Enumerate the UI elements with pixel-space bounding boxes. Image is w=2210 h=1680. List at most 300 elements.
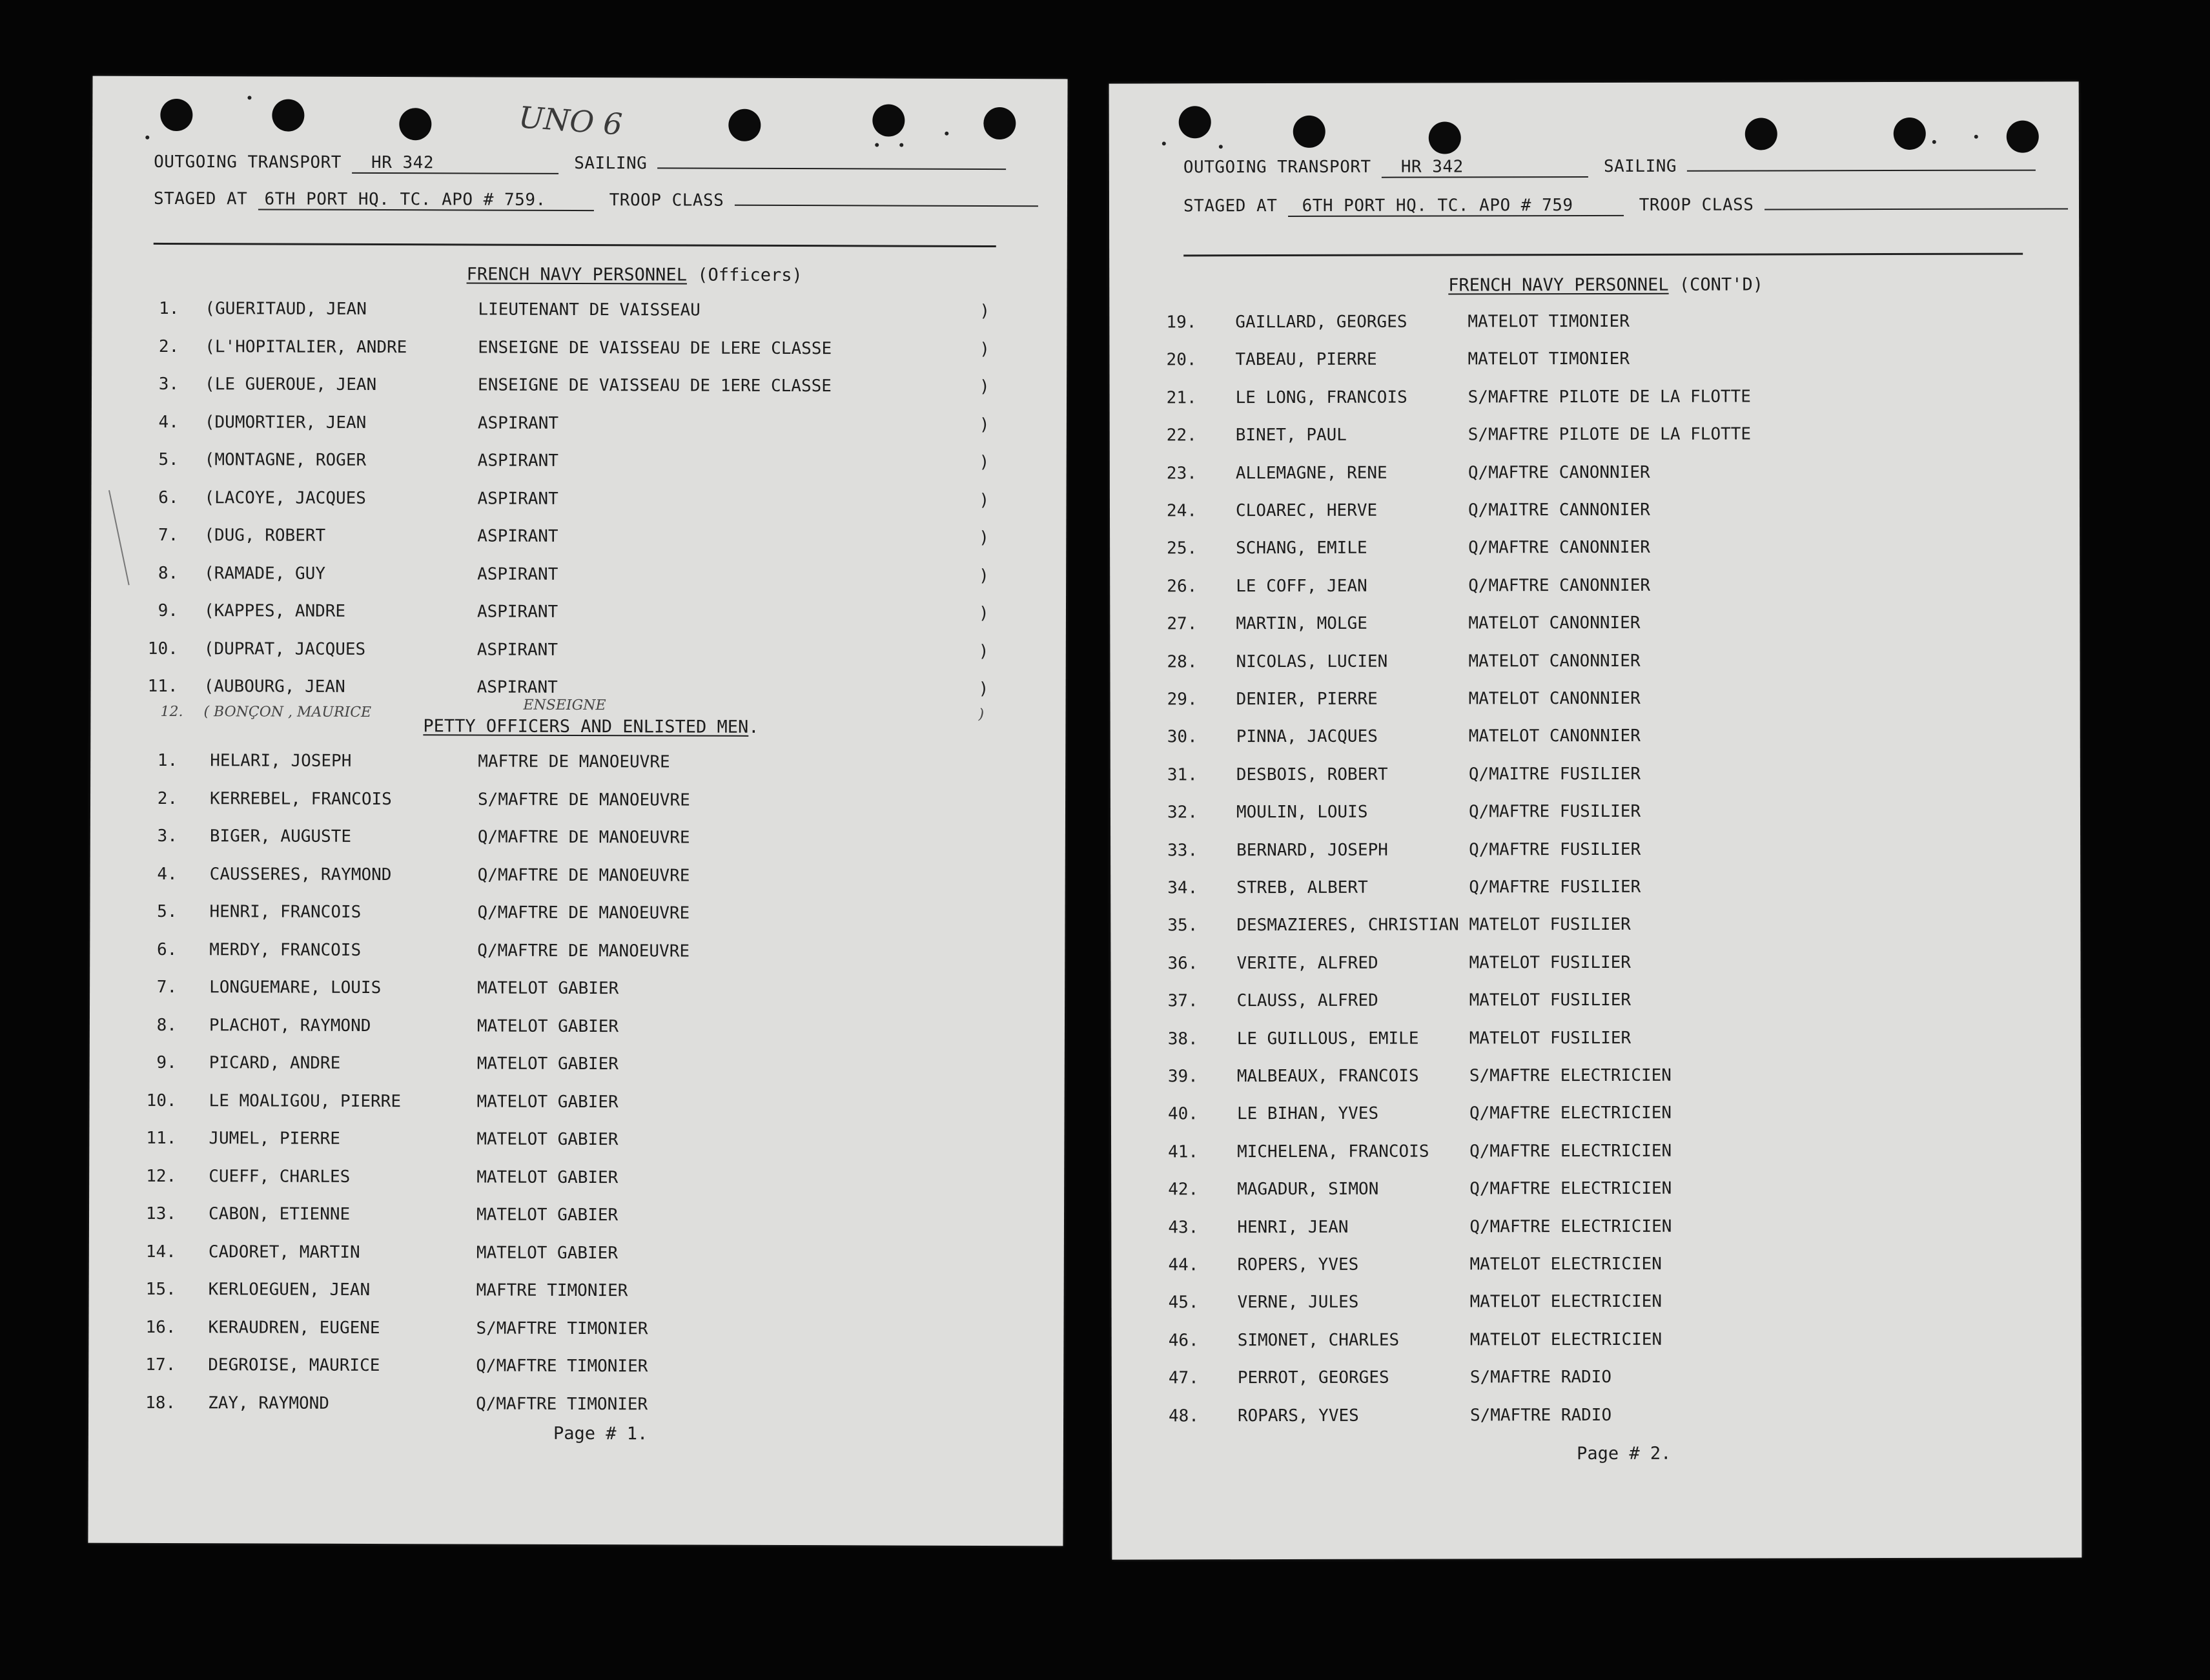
list-row (1111, 1027, 2081, 1055)
entry-name: ROPERS, YVES (1237, 1255, 1359, 1275)
entry-number: 12. (146, 1166, 177, 1186)
list-row (89, 1280, 1064, 1309)
punch-hole (2007, 121, 2039, 153)
entry-close-paren: ) (979, 415, 990, 435)
entry-number: 11. (146, 1128, 177, 1149)
list-row (90, 902, 1065, 931)
entry-name: DESMAZIERES, CHRISTIAN (1236, 915, 1459, 936)
list-row (92, 336, 1067, 365)
entry-number: 36. (1167, 954, 1198, 974)
entry-close-paren: ) (979, 528, 990, 548)
staged-at-value: 6TH PORT HQ. TC. APO # 759. (264, 189, 546, 210)
entry-rank: ASPIRANT (477, 526, 558, 546)
entry-number: 27. (1167, 614, 1198, 634)
entry-number: 17. (145, 1355, 176, 1375)
entry-number: 18. (145, 1393, 176, 1413)
entry-rank: S/MAFTRE TIMONIER (476, 1318, 648, 1338)
entry-name: MOULIN, LOUIS (1236, 802, 1368, 823)
outgoing-transport-value: HR 342 (371, 152, 435, 173)
list-row (1110, 763, 2080, 791)
entry-number: 34. (1167, 878, 1198, 898)
entry-rank: Q/MAFTRE FUSILIER (1469, 839, 1641, 860)
entry-name: ROPARS, YVES (1237, 1406, 1359, 1426)
entry-name: LE MOALIGOU, PIERRE (209, 1091, 402, 1111)
punch-hole (160, 99, 192, 131)
punch-hole (1293, 116, 1325, 148)
entry-number: 9. (158, 600, 179, 621)
entry-number: 41. (1168, 1142, 1199, 1162)
entry-name: HENRI, FRANCOIS (209, 902, 362, 922)
list-row (90, 826, 1065, 855)
entry-rank: ASPIRANT (476, 602, 558, 622)
list-row (1110, 613, 2080, 640)
entry-number: 30. (1167, 727, 1198, 747)
list-row (1110, 499, 2080, 527)
entry-rank: S/MAFTRE PILOTE DE LA FLOTTE (1468, 424, 1752, 445)
entry-number: 13. (146, 1204, 177, 1224)
entry-name: JUMEL, PIERRE (209, 1129, 340, 1149)
entry-rank: Q/MAFTRE FUSILIER (1468, 802, 1641, 822)
list-row (1110, 688, 2080, 715)
entry-rank: MATELOT GABIER (476, 1167, 619, 1187)
entry-rank: S/MAFTRE RADIO (1469, 1368, 1611, 1388)
entry-name: CLAUSS, ALFRED (1236, 990, 1378, 1011)
entry-number: 40. (1167, 1104, 1198, 1124)
entry-rank: ASPIRANT (477, 564, 558, 584)
entry-number: 25. (1167, 538, 1198, 558)
entry-name: BIGER, AUGUSTE (209, 826, 352, 846)
list-row (92, 374, 1067, 404)
entry-rank: S/MAFTRE RADIO (1469, 1405, 1612, 1426)
entry-number: 4. (157, 864, 178, 884)
entry-rank: MATELOT TIMONIER (1468, 349, 1630, 369)
entry-rank: S/MAFTRE ELECTRICIEN (1469, 1065, 1672, 1086)
troop-class-label: TROOP CLASS (1639, 195, 1754, 215)
handwritten-entry-close: ) (978, 706, 985, 722)
list-row (90, 1015, 1065, 1044)
list-row (89, 1166, 1064, 1195)
entry-rank: MATELOT GABIER (476, 1205, 619, 1225)
list-row (1110, 801, 2080, 829)
entry-name: LE LONG, FRANCOIS (1235, 387, 1407, 407)
entry-number: 48. (1168, 1406, 1199, 1426)
entry-name: CUEFF, CHARLES (209, 1166, 351, 1187)
entry-rank: Q/MAFTRE ELECTRICIEN (1469, 1141, 1672, 1162)
entry-rank: MATELOT ELECTRICIEN (1469, 1329, 1663, 1350)
ink-speck (145, 136, 149, 139)
officers-section-title: FRENCH NAVY PERSONNEL (Officers) (466, 264, 803, 286)
entry-rank: Q/MAFTRE CANONNIER (1468, 538, 1650, 558)
punch-hole (272, 99, 304, 132)
staged-at-value: 6TH PORT HQ. TC. APO # 759 (1302, 196, 1573, 216)
entry-rank: MATELOT GABIER (476, 1129, 619, 1150)
entry-name: KERREBEL, FRANCOIS (210, 788, 392, 809)
outgoing-transport-label: OUTGOING TRANSPORT (154, 152, 342, 172)
entry-rank: MATELOT CANONNIER (1468, 688, 1641, 709)
entry-number: 35. (1167, 916, 1198, 936)
list-row (91, 601, 1066, 630)
entry-name: PERROT, GEORGES (1237, 1368, 1389, 1388)
entry-name: MICHELENA, FRANCOIS (1237, 1142, 1429, 1162)
header-rule (1183, 253, 2023, 257)
entry-number: 28. (1167, 651, 1198, 671)
entry-rank: Q/MAFTRE DE MANOEUVRE (477, 865, 690, 886)
entry-rank: MATELOT GABIER (476, 1243, 619, 1263)
entry-name: ZAY, RAYMOND (208, 1393, 330, 1413)
list-row (92, 450, 1067, 479)
entry-number: 8. (156, 1015, 178, 1035)
list-row (91, 526, 1066, 555)
entry-number: 3. (158, 374, 179, 394)
list-row (1111, 1103, 2081, 1131)
entry-rank: Q/MAFTRE CANONNIER (1468, 575, 1651, 596)
handwritten-entry-name: ( BONÇON , MAURICE (203, 704, 372, 721)
entry-number: 7. (156, 977, 178, 998)
entry-rank: Q/MAFTRE CANONNIER (1468, 462, 1650, 483)
entry-rank: ENSEIGNE DE VAISSEAU DE 1ERE CLASSE (478, 375, 832, 396)
entry-name: TABEAU, PIERRE (1235, 350, 1377, 370)
entry-name: SCHANG, EMILE (1236, 538, 1367, 558)
entry-rank: S/MAFTRE PILOTE DE LA FLOTTE (1468, 387, 1751, 407)
section-title: FRENCH NAVY PERSONNEL (CONT'D) (1448, 274, 1763, 296)
troop-class-label: TROOP CLASS (609, 190, 724, 210)
entry-name: CLOAREC, HERVE (1235, 500, 1378, 521)
handwritten-entry-rank: ENSEIGNE (523, 697, 606, 714)
entry-name: (KAPPES, ANDRE (203, 601, 346, 621)
entry-name: NICOLAS, LUCIEN (1236, 651, 1388, 671)
list-row (1112, 1404, 2082, 1432)
entry-number: 2. (158, 336, 179, 356)
entry-name: CADORET, MARTIN (208, 1242, 360, 1262)
handwritten-entry-number: 12. (160, 703, 183, 721)
sailing-field (657, 167, 1006, 170)
entry-name: LE GUILLOUS, EMILE (1236, 1029, 1419, 1049)
entry-rank: ASPIRANT (477, 413, 559, 433)
punch-hole (1179, 106, 1211, 138)
entry-number: 5. (157, 901, 178, 922)
entry-close-paren: ) (978, 641, 989, 661)
entry-rank: MATELOT FUSILIER (1469, 952, 1631, 973)
entry-rank: Q/MAFTRE TIMONIER (476, 1394, 648, 1414)
entry-number: 6. (158, 487, 179, 507)
outgoing-transport-line (154, 152, 1006, 176)
list-row (1110, 650, 2080, 678)
list-row (89, 1204, 1064, 1233)
entry-rank: MATELOT ELECTRICIEN (1469, 1254, 1662, 1275)
punch-hole (1429, 121, 1461, 154)
list-row (1111, 1216, 2081, 1244)
ink-speck (1162, 141, 1166, 145)
staged-at-line (154, 189, 1038, 212)
entry-number: 24. (1166, 501, 1198, 521)
entry-number: 26. (1167, 577, 1198, 597)
ink-speck (247, 96, 251, 99)
staged-at-line (1183, 194, 2068, 217)
entry-close-paren: ) (979, 376, 990, 397)
entry-name: BERNARD, JOSEPH (1236, 840, 1388, 860)
entry-name: VERITE, ALFRED (1236, 953, 1378, 973)
page-footer: Page # 2. (1577, 1443, 1672, 1464)
entry-number: 16. (145, 1317, 176, 1337)
entry-rank: MATELOT GABIER (476, 1092, 619, 1112)
entry-name: (GUERITAUD, JEAN (205, 299, 367, 319)
entry-number: 31. (1167, 765, 1198, 785)
page-footer: Page # 1. (553, 1423, 648, 1444)
entry-name: GAILLARD, GEORGES (1235, 312, 1407, 333)
entry-number: 3. (157, 826, 178, 846)
entry-name: (DUMORTIER, JEAN (204, 412, 367, 433)
entry-number: 5. (158, 449, 179, 470)
list-row (90, 1091, 1065, 1120)
entry-name: LE COFF, JEAN (1236, 576, 1367, 596)
entry-name: PINNA, JACQUES (1236, 727, 1378, 747)
list-row (90, 1053, 1065, 1082)
entry-rank: MATELOT GABIER (477, 978, 619, 999)
entry-rank: MATELOT CANONNIER (1468, 651, 1641, 671)
list-row (1109, 311, 2079, 338)
list-row (1109, 349, 2079, 376)
enlisted-section-title: PETTY OFFICERS AND ENLISTED MEN. (423, 716, 759, 737)
entry-rank: Q/MAFTRE DE MANOEUVRE (477, 941, 690, 961)
entry-rank: ASPIRANT (476, 640, 558, 660)
document-page-2 (1109, 81, 2082, 1559)
entry-number: 33. (1167, 840, 1198, 860)
list-row (1110, 575, 2080, 602)
entry-number: 11. (147, 676, 178, 697)
entry-close-paren: ) (979, 301, 990, 322)
entry-name: MARTIN, MOLGE (1236, 613, 1367, 634)
entry-number: 15. (145, 1279, 176, 1300)
list-row (91, 563, 1066, 592)
list-row (89, 1129, 1064, 1158)
entry-name: (MONTAGNE, ROGER (204, 450, 367, 470)
outgoing-transport-value: HR 342 (1400, 157, 1464, 177)
entry-rank: Q/MAITRE CANNONIER (1468, 500, 1650, 520)
entry-number: 46. (1168, 1331, 1199, 1351)
list-row (1110, 914, 2080, 942)
entry-name: KERLOEGUEN, JEAN (208, 1280, 371, 1300)
list-row (90, 751, 1065, 780)
entry-number: 4. (158, 412, 179, 432)
list-row (1110, 424, 2080, 452)
list-row (92, 412, 1067, 441)
entry-number: 23. (1166, 463, 1197, 483)
list-row (1112, 1367, 2082, 1395)
entry-rank: ENSEIGNE DE VAISSEAU DE LERE CLASSE (478, 338, 832, 358)
entry-number: 29. (1167, 690, 1198, 710)
entry-rank: Q/MAITRE FUSILIER (1468, 764, 1641, 784)
ink-speck (1974, 135, 1978, 139)
entry-number: 39. (1167, 1067, 1198, 1087)
entry-number: 22. (1166, 425, 1197, 446)
entry-number: 8. (158, 563, 179, 583)
entry-number: 38. (1167, 1029, 1198, 1049)
list-row (88, 1393, 1063, 1422)
troop-class-field (734, 205, 1038, 207)
entry-name: (DUG, ROBERT (204, 526, 326, 546)
sailing-field (1687, 170, 2036, 172)
entry-name: DEGROISE, MAURICE (208, 1355, 380, 1376)
entry-name: BINET, PAUL (1235, 425, 1347, 446)
entry-number: 43. (1168, 1217, 1199, 1237)
sailing-label: SAILING (574, 153, 648, 174)
entry-name: (RAMADE, GUY (204, 563, 326, 584)
entry-rank: MATELOT TIMONIER (1468, 311, 1630, 332)
entry-close-paren: ) (979, 339, 990, 359)
entry-number: 10. (146, 1091, 177, 1111)
entry-name: LE BIHAN, YVES (1236, 1104, 1379, 1124)
entry-rank: MATELOT GABIER (476, 1016, 619, 1036)
list-row (1111, 990, 2081, 1018)
list-row (90, 864, 1065, 893)
entry-number: 20. (1166, 350, 1197, 370)
entry-number: 6. (156, 939, 178, 959)
entry-rank: Q/MAFTRE ELECTRICIEN (1469, 1216, 1672, 1237)
list-row (1110, 952, 2080, 979)
list-row (90, 978, 1065, 1007)
ink-speck (875, 143, 879, 147)
punch-hole (399, 108, 431, 140)
list-row (90, 939, 1065, 968)
punch-hole (983, 107, 1016, 139)
list-row (1111, 1140, 2081, 1168)
entry-rank: Q/MAFTRE TIMONIER (476, 1356, 648, 1377)
outgoing-transport-label: OUTGOING TRANSPORT (1183, 157, 1371, 178)
staged-at-label: STAGED AT (1183, 196, 1278, 216)
entry-name: (AUBOURG, JEAN (203, 677, 345, 697)
entry-rank: MATELOT CANONNIER (1468, 613, 1641, 633)
list-row (88, 1355, 1063, 1384)
entry-rank: ASPIRANT (477, 489, 558, 509)
list-row (91, 487, 1066, 517)
handwritten-note: UNO 6 (517, 99, 624, 142)
entry-rank: MATELOT FUSILIER (1469, 915, 1631, 935)
entry-number: 7. (158, 525, 179, 546)
outgoing-transport-line (1183, 156, 2036, 179)
list-row (1110, 726, 2080, 753)
list-row (1110, 876, 2080, 904)
entry-close-paren: ) (978, 679, 989, 699)
entry-name: HELARI, JOSEPH (210, 751, 352, 771)
entry-rank: LIEUTENANT DE VAISSEAU (478, 300, 701, 320)
troop-class-field (1765, 208, 2068, 210)
staged-at-label: STAGED AT (153, 189, 248, 209)
entry-name: (LE GUEROUE, JEAN (205, 374, 377, 395)
list-row (1110, 537, 2080, 565)
entry-rank: Q/MAFTRE ELECTRICIEN (1469, 1103, 1672, 1123)
list-row (1110, 839, 2080, 866)
list-row (1110, 386, 2080, 414)
entry-rank: ASPIRANT (477, 451, 558, 471)
entry-rank: MATELOT CANONNIER (1468, 726, 1641, 746)
entry-number: 2. (157, 788, 178, 808)
entry-number: 47. (1168, 1368, 1199, 1388)
list-row (89, 1242, 1064, 1271)
entry-name: STREB, ALBERT (1236, 877, 1368, 898)
entry-name: MALBEAUX, FRANCOIS (1236, 1066, 1419, 1087)
entry-rank: Q/MAFTRE DE MANOEUVRE (477, 827, 690, 848)
ink-speck (1932, 140, 1936, 144)
entry-close-paren: ) (979, 490, 990, 510)
list-row (1112, 1291, 2082, 1319)
entry-number: 9. (156, 1052, 177, 1073)
entry-name: VERNE, JULES (1237, 1293, 1359, 1313)
entry-rank: MATELOT GABIER (476, 1054, 619, 1074)
ink-speck (899, 143, 903, 147)
entry-number: 45. (1168, 1293, 1199, 1313)
entry-close-paren: ) (978, 603, 989, 623)
entry-rank: Q/MAFTRE FUSILIER (1469, 877, 1641, 897)
ink-speck (945, 132, 948, 136)
entry-name: DENIER, PIERRE (1236, 689, 1378, 710)
entry-name: KERAUDREN, EUGENE (208, 1317, 380, 1338)
entry-rank: MAFTRE DE MANOEUVRE (478, 752, 670, 772)
entry-number: 44. (1168, 1255, 1199, 1275)
entry-close-paren: ) (979, 452, 990, 472)
entry-name: (DUPRAT, JACQUES (203, 639, 366, 659)
entry-rank: MATELOT FUSILIER (1469, 1028, 1632, 1049)
punch-hole (728, 109, 761, 141)
entry-name: (L'HOPITALIER, ANDRE (205, 336, 407, 357)
entry-name: CAUSSERES, RAYMOND (209, 864, 392, 885)
punch-hole (1745, 118, 1777, 150)
entry-number: 1. (157, 750, 178, 771)
list-row (1112, 1329, 2082, 1357)
punch-hole (1894, 118, 1926, 150)
entry-number: 10. (147, 639, 178, 659)
list-row (88, 1317, 1063, 1346)
entry-name: MAGADUR, SIMON (1237, 1179, 1379, 1200)
entry-name: HENRI, JEAN (1237, 1217, 1349, 1237)
punch-hole (872, 104, 905, 136)
entry-name: MERDY, FRANCOIS (209, 939, 362, 960)
header-rule (154, 243, 996, 247)
list-row (1111, 1178, 2081, 1206)
document-page-1 (88, 76, 1067, 1546)
entry-number: 32. (1167, 803, 1198, 823)
entry-number: 42. (1168, 1180, 1199, 1200)
entry-number: 14. (145, 1242, 176, 1262)
list-row (92, 299, 1067, 328)
entry-rank: Q/MAFTRE DE MANOEUVRE (477, 903, 690, 923)
entry-name: ALLEMAGNE, RENE (1235, 463, 1387, 483)
entry-name: PICARD, ANDRE (209, 1053, 341, 1073)
ink-speck (1219, 145, 1223, 149)
entry-rank: MATELOT FUSILIER (1469, 990, 1632, 1010)
entry-name: LONGUEMARE, LOUIS (209, 978, 382, 998)
entry-name: DESBOIS, ROBERT (1236, 764, 1388, 784)
list-row (1110, 462, 2080, 489)
entry-name: SIMONET, CHARLES (1237, 1330, 1400, 1350)
sailing-label: SAILING (1603, 156, 1677, 176)
entry-name: (LACOYE, JACQUES (204, 487, 367, 508)
entry-close-paren: ) (979, 566, 989, 586)
entry-rank: MAFTRE TIMONIER (476, 1280, 628, 1301)
entry-rank: MATELOT ELECTRICIEN (1469, 1292, 1663, 1312)
entry-rank: ASPIRANT (476, 677, 558, 697)
entry-number: 21. (1166, 388, 1197, 408)
entry-number: 19. (1166, 312, 1197, 333)
list-row (90, 788, 1065, 817)
list-row (1111, 1065, 2081, 1092)
entry-number: 1. (159, 298, 179, 319)
list-row (1111, 1253, 2081, 1281)
entry-number: 37. (1167, 991, 1198, 1011)
entry-name: PLACHOT, RAYMOND (209, 1015, 371, 1036)
entry-rank: Q/MAFTRE ELECTRICIEN (1469, 1178, 1672, 1199)
entry-name: CABON, ETIENNE (208, 1204, 351, 1224)
list-row (91, 639, 1066, 668)
